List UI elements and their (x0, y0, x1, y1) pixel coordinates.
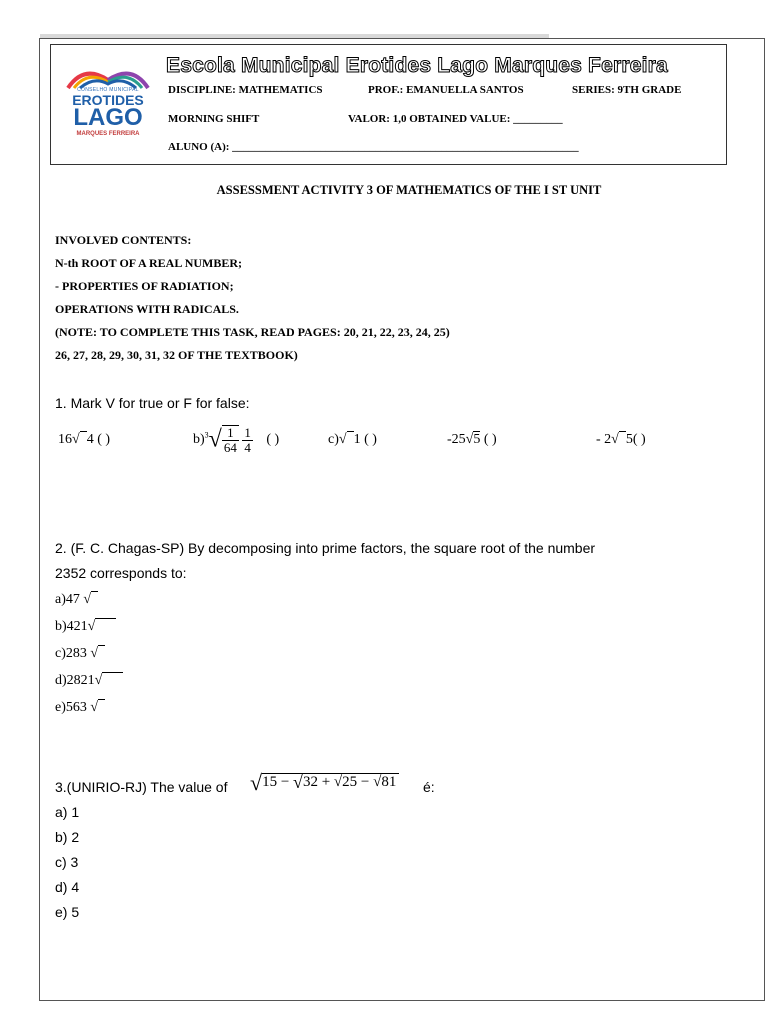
radical-icon: √ (250, 770, 263, 795)
radical-icon: √ (90, 646, 99, 661)
q1-item-a (58, 432, 110, 448)
radical-icon: √ (72, 432, 80, 447)
logo-line3: MARQUES FERREIRA (76, 131, 140, 137)
radical-icon: √ (208, 426, 222, 453)
q2-option-d[interactable]: d)2821√ (55, 673, 123, 689)
contents-item: N-th ROOT OF A REAL NUMBER; (55, 256, 243, 270)
page-title: ASSESSMENT ACTIVITY 3 OF MATHEMATICS OF THE I ST UNIT (216, 183, 602, 197)
radical-icon: √ (87, 619, 96, 634)
q3-option-a[interactable]: a) 1 (55, 804, 80, 820)
radical-icon: √ (90, 700, 99, 715)
logo-line1: EROTIDES (72, 92, 144, 108)
obtained-value-field[interactable]: VALOR: 1,0 OBTAINED VALUE: _________ (348, 113, 563, 125)
school-logo (60, 60, 156, 146)
radical-icon: √ (373, 774, 382, 791)
logo-line2: LAGO (73, 104, 143, 131)
q1-b-rhs-fraction: $\frac{1}{4}$ (244, 424, 251, 455)
q3-expression: √15 − √32 + √25 − √81 (250, 770, 399, 796)
school-name: Escola Municipal Erotides Lago Marques Ferreira (166, 54, 668, 77)
discipline-field: DISCIPLINE: MATHEMATICS (168, 84, 323, 96)
q3-option-b[interactable]: b) 2 (55, 829, 80, 845)
q3-option-c[interactable]: c) 3 (55, 854, 79, 870)
radical-icon: √ (611, 432, 619, 447)
q2-option-e[interactable]: e)563 √ (55, 700, 105, 716)
q2-option-a[interactable]: a)47 √ (55, 592, 98, 608)
q1-b-fraction: $\frac{1}{64}$ (223, 425, 237, 455)
radical-icon: √ (94, 673, 103, 688)
q1-item-d: -25√5 ( ) (447, 432, 497, 447)
contents-item: - PROPERTIES OF RADIATION; (55, 279, 234, 293)
q3-option-e[interactable]: e) 5 (55, 904, 80, 920)
q2-option-b[interactable]: b)421√ (55, 619, 116, 635)
q3-option-d[interactable]: d) 4 (55, 879, 80, 895)
contents-note: (NOTE: TO COMPLETE THIS TASK, READ PAGES: 20, 21, 22, 23, 24, 25) (55, 325, 450, 339)
q1-item-b (193, 425, 279, 455)
q1-item-c: c)√ 1 ( ) (328, 432, 377, 447)
radical-icon: √ (293, 772, 303, 793)
contents-note-cont: 26, 27, 28, 29, 30, 31, 32 OF THE TEXTBOOK) (55, 348, 298, 362)
book-arch-icon (60, 60, 156, 90)
q1-b-label: b) (193, 432, 205, 448)
q3-prompt: 3.(UNIRIO-RJ) The value of (55, 779, 228, 795)
q2-option-c[interactable]: c)283 √ (55, 646, 105, 662)
q1-b-paren: ( ) (266, 432, 280, 448)
q2-prompt-line1: 2. (F. C. Chagas-SP) By decomposing into prime factors, the square root of the number (55, 540, 596, 556)
series-field: SERIES: 9TH GRADE (572, 84, 682, 96)
q1-b-index: 3 (204, 430, 209, 440)
contents-item: OPERATIONS WITH RADICALS. (55, 302, 239, 316)
q3-prompt-end: é: (423, 779, 435, 795)
radical-icon: √ (333, 774, 343, 791)
student-name-field[interactable]: ALUNO (A): _______________________________________________________________ (168, 141, 579, 153)
radical-icon: √ (83, 592, 92, 607)
radical-icon: √ (338, 432, 347, 447)
q1-item-e: - 2√ 5( ) (596, 432, 646, 447)
q2-prompt-line2: 2352 corresponds to: (55, 565, 187, 581)
professor-field: PROF.: EMANUELLA SANTOS (368, 84, 524, 96)
radical-icon: √ (465, 432, 474, 447)
contents-heading: INVOLVED CONTENTS: (55, 233, 192, 247)
q1-a-rest: 4 ( ) (86, 432, 111, 447)
logo-top-text: CONSELHO MUNICIPAL (77, 87, 139, 93)
q1-prompt: 1. Mark V for true or F for false: (55, 395, 250, 411)
q1-a-coef: 16 (58, 432, 72, 447)
shift-field: MORNING SHIFT (168, 113, 260, 125)
